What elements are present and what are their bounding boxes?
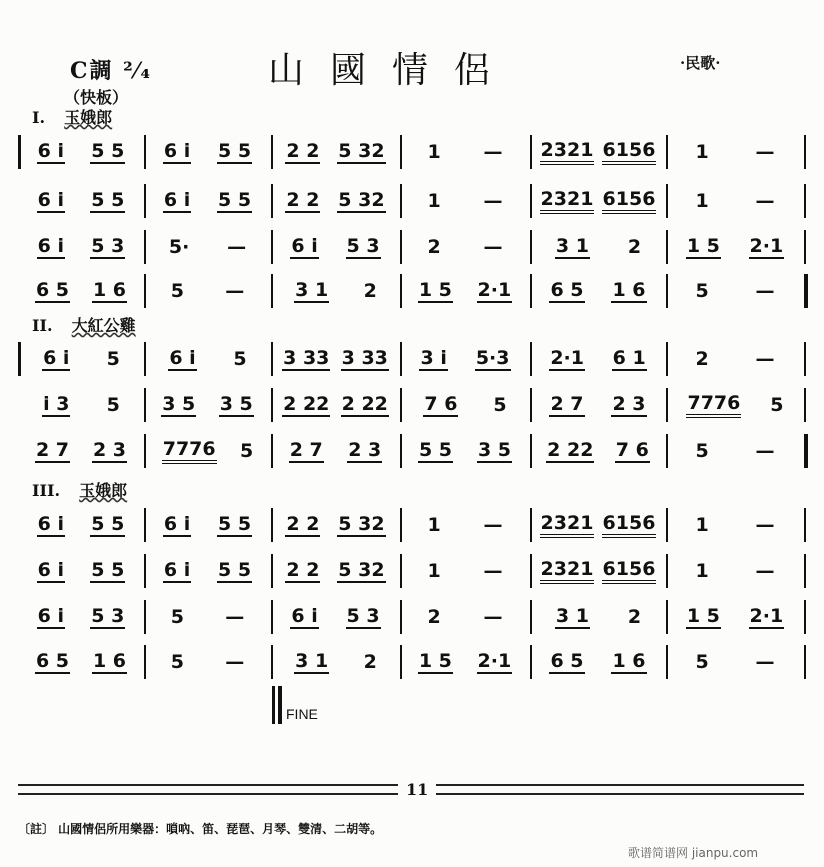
note-group: 6 i bbox=[163, 189, 191, 211]
barline bbox=[530, 645, 532, 679]
note-group: 1 bbox=[695, 514, 709, 536]
barline bbox=[400, 434, 402, 468]
measure bbox=[536, 434, 660, 468]
note-group: 2·1 bbox=[749, 235, 784, 257]
note-group: 2 bbox=[695, 348, 709, 370]
measure bbox=[277, 645, 394, 679]
measure bbox=[24, 184, 138, 218]
barline bbox=[271, 388, 273, 422]
section-2-heading bbox=[32, 313, 136, 336]
measure bbox=[150, 135, 265, 169]
note-group: 1 6 bbox=[612, 279, 646, 301]
note-group: 5 bbox=[170, 606, 184, 628]
measure bbox=[150, 388, 265, 422]
note-group: 5 5 bbox=[418, 439, 453, 461]
score-row bbox=[18, 554, 804, 590]
repeat-end-barline bbox=[804, 434, 808, 468]
measure bbox=[536, 554, 660, 588]
instrument-note: 〔註〕 山國情侶所用樂器：嗩吶、笛、琵琶、月琴、雙清、二胡等。 bbox=[18, 822, 383, 836]
barline bbox=[144, 645, 146, 679]
note-group: — bbox=[755, 514, 775, 536]
measure bbox=[277, 274, 394, 308]
barline bbox=[530, 508, 532, 542]
measure bbox=[672, 388, 798, 422]
note-group: 5 5 bbox=[91, 189, 125, 211]
barline bbox=[271, 508, 273, 542]
note-group: 6 i bbox=[163, 559, 191, 581]
measure bbox=[150, 230, 265, 264]
repeat-end-barline bbox=[804, 274, 808, 308]
note-group: 2321 bbox=[540, 139, 595, 165]
note-group: 5 bbox=[106, 348, 120, 370]
site-watermark: 歌谱简谱网 jianpu.com bbox=[628, 846, 759, 860]
note-group: 2 7 bbox=[550, 393, 584, 415]
score-row bbox=[18, 274, 804, 310]
measure bbox=[536, 135, 660, 169]
note-group: 5 5 bbox=[218, 559, 252, 581]
barline bbox=[400, 230, 402, 264]
measure bbox=[150, 184, 265, 218]
note-group: 6 i bbox=[37, 559, 64, 581]
measure bbox=[536, 184, 660, 218]
measure bbox=[672, 274, 798, 308]
note-group: 5 3 bbox=[346, 235, 380, 257]
note-group: 5 bbox=[106, 394, 120, 416]
note-group: 3 33 bbox=[283, 347, 330, 369]
measure bbox=[672, 434, 798, 468]
section-2-name: 大紅公雞 bbox=[71, 316, 136, 335]
measure bbox=[536, 230, 660, 264]
note-group: 6 i bbox=[291, 235, 318, 257]
measure bbox=[406, 554, 524, 588]
note-group: 6 i bbox=[37, 140, 64, 162]
measure bbox=[150, 342, 265, 376]
note-group: 2 bbox=[427, 236, 441, 258]
note-group: 2321 bbox=[540, 512, 595, 538]
barline bbox=[666, 600, 668, 634]
note-group: 5 32 bbox=[338, 189, 385, 211]
section-3-heading bbox=[32, 478, 127, 501]
measure bbox=[406, 135, 524, 169]
measure bbox=[150, 600, 265, 634]
note-group: 3 5 bbox=[162, 393, 196, 415]
barline bbox=[144, 508, 146, 542]
barline bbox=[666, 135, 668, 169]
score-row bbox=[18, 645, 804, 681]
note-group: 2 bbox=[363, 280, 377, 302]
note-group: 5 bbox=[170, 651, 184, 673]
measure bbox=[536, 342, 660, 376]
note-group: — bbox=[755, 348, 775, 370]
note-group: 5· bbox=[168, 236, 190, 258]
measure bbox=[24, 554, 138, 588]
note-group: 2 bbox=[363, 651, 377, 673]
section-3-name: 玉娥郎 bbox=[79, 481, 128, 500]
barline bbox=[530, 388, 532, 422]
measure bbox=[277, 135, 394, 169]
measure bbox=[24, 135, 138, 169]
barline bbox=[271, 274, 273, 308]
barline bbox=[144, 135, 146, 169]
barline bbox=[144, 388, 146, 422]
measure bbox=[277, 508, 394, 542]
note-group: 6 5 bbox=[550, 279, 584, 301]
note-group: 3 5 bbox=[219, 393, 253, 415]
measure bbox=[672, 184, 798, 218]
barline bbox=[666, 342, 668, 376]
note-group: 2 2 bbox=[286, 189, 320, 211]
barline bbox=[530, 184, 532, 218]
barline bbox=[400, 184, 402, 218]
measure bbox=[150, 508, 265, 542]
barline bbox=[144, 434, 146, 468]
note-group: 6 5 bbox=[550, 650, 584, 672]
note-group: 2·1 bbox=[749, 605, 784, 627]
note-group: 6 i bbox=[43, 347, 70, 369]
barline bbox=[804, 135, 806, 169]
barline bbox=[804, 184, 806, 218]
barline bbox=[144, 184, 146, 218]
note-group: 7 6 bbox=[424, 393, 458, 415]
measure bbox=[24, 274, 138, 308]
note-group: 5 5 bbox=[218, 140, 252, 162]
measure bbox=[406, 388, 524, 422]
barline bbox=[271, 645, 273, 679]
measure bbox=[277, 184, 394, 218]
note-group: 2 bbox=[627, 606, 642, 628]
note-group: — bbox=[483, 560, 503, 582]
note-group: 5 32 bbox=[338, 513, 385, 535]
measure bbox=[277, 434, 394, 468]
note-group: — bbox=[483, 236, 503, 258]
score-row bbox=[18, 184, 804, 220]
note-group: 6 5 bbox=[35, 279, 70, 301]
measure bbox=[24, 230, 138, 264]
measure bbox=[24, 600, 138, 634]
measure bbox=[536, 274, 660, 308]
note-group: 6 5 bbox=[35, 650, 70, 672]
note-group: 2 2 bbox=[286, 513, 320, 535]
measure bbox=[150, 645, 265, 679]
section-3-number: III. bbox=[32, 481, 61, 500]
note-group: 2 3 bbox=[612, 393, 646, 415]
note-group: — bbox=[225, 651, 245, 673]
barline bbox=[804, 600, 806, 634]
tempo-marking: （快板） bbox=[64, 88, 129, 107]
barline bbox=[666, 184, 668, 218]
note-group: 1 5 bbox=[418, 279, 452, 301]
measure bbox=[277, 554, 394, 588]
note-group: 5 bbox=[233, 348, 247, 370]
barline bbox=[400, 508, 402, 542]
note-group: — bbox=[225, 280, 245, 302]
measure bbox=[406, 508, 524, 542]
note-group: 1 6 bbox=[92, 650, 127, 672]
note-group: 6 i bbox=[291, 605, 318, 627]
barline bbox=[666, 274, 668, 308]
note-group: — bbox=[483, 606, 503, 628]
note-group: 7776 bbox=[686, 392, 741, 418]
note-group: 3 1 bbox=[295, 279, 329, 301]
note-group: 2·1 bbox=[477, 279, 512, 301]
measure bbox=[536, 508, 660, 542]
section-1-heading bbox=[32, 105, 112, 128]
note-group: 6 1 bbox=[612, 347, 646, 369]
measure bbox=[24, 508, 138, 542]
barline bbox=[400, 342, 402, 376]
note-group: 1 bbox=[427, 560, 441, 582]
note-group: — bbox=[755, 651, 775, 673]
barline bbox=[530, 554, 532, 588]
barline bbox=[271, 135, 273, 169]
note-group: 1 bbox=[695, 190, 709, 212]
score-row bbox=[18, 434, 804, 470]
score-row bbox=[18, 508, 804, 544]
measure bbox=[406, 342, 524, 376]
page-number: 11 bbox=[398, 780, 436, 799]
barline bbox=[144, 600, 146, 634]
note-group: 1 bbox=[695, 560, 709, 582]
note-group: 3 1 bbox=[555, 235, 589, 257]
note-group: 1 6 bbox=[612, 650, 646, 672]
key-signature: C調 ²⁄₄ bbox=[70, 58, 153, 84]
score-row bbox=[18, 388, 804, 424]
barline bbox=[666, 554, 668, 588]
barline bbox=[804, 645, 806, 679]
note-group: 3 33 bbox=[341, 347, 388, 369]
final-barline-thick bbox=[278, 686, 282, 724]
measure bbox=[24, 342, 138, 376]
barline bbox=[271, 600, 273, 634]
measure bbox=[536, 600, 660, 634]
note-group: — bbox=[755, 141, 775, 163]
measure bbox=[406, 184, 524, 218]
note-group: — bbox=[755, 280, 775, 302]
note-group: 2 2 bbox=[286, 559, 320, 581]
note-group: 2 22 bbox=[547, 439, 594, 461]
note-group: 1 bbox=[427, 141, 441, 163]
measure bbox=[536, 388, 660, 422]
note-group: 2 3 bbox=[348, 439, 382, 461]
measure bbox=[672, 342, 798, 376]
barline bbox=[666, 434, 668, 468]
note-group: 5 5 bbox=[218, 189, 252, 211]
note-group: 6 i bbox=[37, 513, 64, 535]
note-group: 6156 bbox=[602, 188, 657, 214]
note-group: 5 32 bbox=[338, 140, 385, 162]
note-group: 2 22 bbox=[283, 393, 330, 415]
note-group: 6 i bbox=[163, 513, 191, 535]
measure bbox=[406, 645, 524, 679]
score-row bbox=[18, 600, 804, 636]
note-group: 7776 bbox=[162, 438, 217, 464]
note-group: 6156 bbox=[602, 512, 657, 538]
note-group: 5 3 bbox=[91, 235, 125, 257]
note-group: 2 bbox=[627, 236, 642, 258]
barline bbox=[804, 508, 806, 542]
note-group: 5 bbox=[695, 280, 709, 302]
measure bbox=[406, 434, 524, 468]
note-group: 7 6 bbox=[615, 439, 649, 461]
note-group: 2321 bbox=[540, 558, 595, 584]
measure bbox=[277, 342, 394, 376]
genre-label: ·民歌· bbox=[680, 54, 721, 72]
section-1-name: 玉娥郎 bbox=[64, 108, 113, 127]
measure bbox=[406, 274, 524, 308]
note-group: 2 bbox=[427, 606, 441, 628]
measure bbox=[150, 274, 265, 308]
barline bbox=[400, 274, 402, 308]
measure bbox=[24, 388, 138, 422]
barline bbox=[400, 554, 402, 588]
note-group: — bbox=[755, 560, 775, 582]
barline bbox=[400, 135, 402, 169]
note-group: 5 bbox=[695, 440, 709, 462]
note-group: 5 5 bbox=[91, 513, 125, 535]
note-group: 6 i bbox=[163, 140, 191, 162]
barline bbox=[666, 508, 668, 542]
barline bbox=[271, 434, 273, 468]
barline bbox=[530, 600, 532, 634]
barline bbox=[530, 135, 532, 169]
note-group: 2 7 bbox=[35, 439, 70, 461]
measure bbox=[672, 600, 798, 634]
barline bbox=[530, 434, 532, 468]
measure bbox=[536, 645, 660, 679]
note-group: 1 5 bbox=[418, 650, 452, 672]
barline bbox=[144, 230, 146, 264]
note-group: 5 bbox=[770, 394, 784, 416]
note-group: 1 bbox=[695, 141, 709, 163]
note-group: 5·3 bbox=[475, 347, 510, 369]
barline bbox=[271, 554, 273, 588]
barline bbox=[144, 342, 146, 376]
note-group: 2 7 bbox=[289, 439, 323, 461]
barline bbox=[530, 230, 532, 264]
barline bbox=[804, 342, 806, 376]
barline bbox=[400, 600, 402, 634]
note-group: 5 bbox=[170, 280, 184, 302]
barline bbox=[400, 645, 402, 679]
note-group: — bbox=[755, 190, 775, 212]
note-group: 1 bbox=[427, 514, 441, 536]
measure bbox=[672, 645, 798, 679]
barline bbox=[271, 342, 273, 376]
note-group: 2321 bbox=[540, 188, 595, 214]
barline bbox=[271, 230, 273, 264]
note-group: 6 i bbox=[37, 605, 64, 627]
measure bbox=[672, 135, 798, 169]
note-group: 2 3 bbox=[92, 439, 127, 461]
note-group: 3 1 bbox=[555, 605, 589, 627]
note-group: 5 5 bbox=[91, 559, 125, 581]
note-group: 6 i bbox=[169, 347, 196, 369]
note-group: 3 5 bbox=[477, 439, 512, 461]
measure bbox=[277, 600, 394, 634]
barline bbox=[400, 388, 402, 422]
note-group: 1 5 bbox=[686, 605, 720, 627]
repeat-start-barline bbox=[18, 135, 21, 169]
note-group: — bbox=[225, 606, 245, 628]
song-title: 山國情侶 bbox=[268, 50, 517, 91]
barline bbox=[144, 554, 146, 588]
note-group: 6156 bbox=[602, 558, 657, 584]
note-group: 2·1 bbox=[477, 650, 512, 672]
measure bbox=[406, 600, 524, 634]
section-1-number: I. bbox=[32, 108, 46, 127]
note-group: 5 5 bbox=[91, 140, 125, 162]
note-group: 1 bbox=[427, 190, 441, 212]
note-group: 5 bbox=[240, 440, 254, 462]
note-group: 5 5 bbox=[218, 513, 252, 535]
score-row bbox=[18, 230, 804, 266]
barline bbox=[271, 184, 273, 218]
barline bbox=[666, 230, 668, 264]
note-group: 1 6 bbox=[92, 279, 127, 301]
note-group: 5 bbox=[493, 394, 507, 416]
measure bbox=[672, 554, 798, 588]
note-group: 6 i bbox=[37, 189, 64, 211]
note-group: — bbox=[755, 440, 775, 462]
score-row bbox=[18, 135, 804, 171]
note-group: — bbox=[483, 514, 503, 536]
note-group: 3 i bbox=[420, 347, 447, 369]
measure bbox=[406, 230, 524, 264]
barline bbox=[530, 274, 532, 308]
measure bbox=[24, 434, 138, 468]
barline bbox=[666, 388, 668, 422]
measure bbox=[672, 230, 798, 264]
measure bbox=[150, 554, 265, 588]
measure bbox=[277, 230, 394, 264]
note-group: 5 bbox=[695, 651, 709, 673]
note-group: 5 32 bbox=[338, 559, 385, 581]
note-group: — bbox=[227, 236, 247, 258]
final-barline-thin bbox=[272, 686, 275, 724]
barline bbox=[144, 274, 146, 308]
score-row bbox=[18, 342, 804, 378]
note-group: 3 1 bbox=[295, 650, 329, 672]
note-group: 1 5 bbox=[686, 235, 720, 257]
barline bbox=[804, 388, 806, 422]
measure bbox=[24, 645, 138, 679]
measure bbox=[277, 388, 394, 422]
note-group: i 3 bbox=[43, 393, 70, 415]
barline bbox=[804, 230, 806, 264]
section-2-number: II. bbox=[32, 316, 53, 335]
note-group: 6156 bbox=[602, 139, 657, 165]
note-group: 2·1 bbox=[550, 347, 584, 369]
barline bbox=[804, 554, 806, 588]
note-group: — bbox=[483, 190, 503, 212]
barline bbox=[666, 645, 668, 679]
repeat-start-barline bbox=[18, 342, 21, 376]
fine-marking: FINE bbox=[286, 706, 318, 722]
note-group: 5 3 bbox=[91, 605, 125, 627]
measure bbox=[672, 508, 798, 542]
note-group: — bbox=[483, 141, 503, 163]
barline bbox=[530, 342, 532, 376]
note-group: 2 2 bbox=[286, 140, 320, 162]
note-group: 5 3 bbox=[346, 605, 380, 627]
measure bbox=[150, 434, 265, 468]
note-group: 2 22 bbox=[341, 393, 388, 415]
note-group: 6 i bbox=[37, 235, 64, 257]
